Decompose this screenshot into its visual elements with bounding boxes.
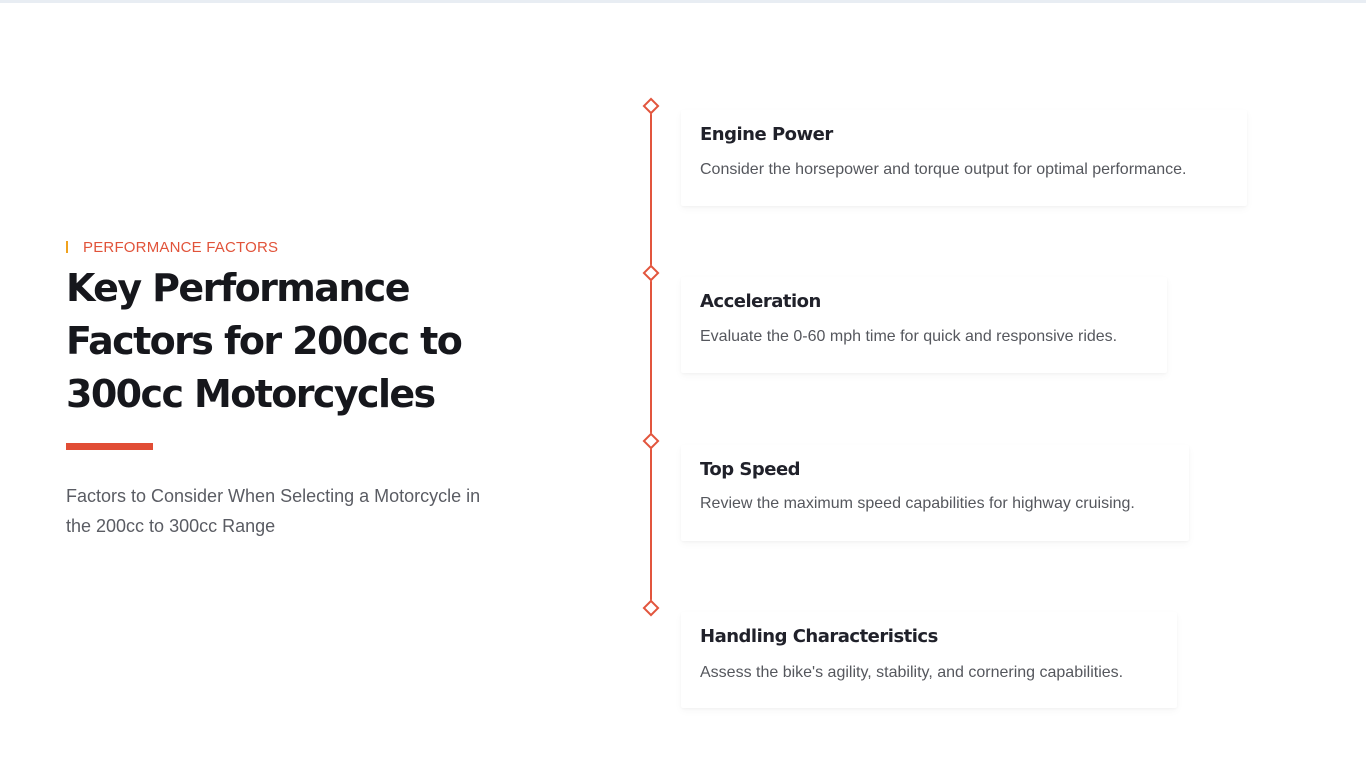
eyebrow-accent-bar bbox=[66, 241, 68, 253]
feature-description: Review the maximum speed capabilities for highway cruising. bbox=[700, 495, 1135, 512]
feature-description: Evaluate the 0-60 mph time for quick and responsive rides. bbox=[700, 328, 1118, 345]
feature-description: Consider the horsepower and torque output for optimal performance. bbox=[700, 161, 1187, 178]
top-divider bbox=[0, 0, 1366, 3]
feature-title: Acceleration bbox=[700, 291, 821, 312]
title-underline bbox=[66, 443, 153, 450]
feature-item-acceleration bbox=[681, 277, 1167, 373]
feature-title: Handling Characteristics bbox=[700, 626, 938, 647]
timeline-line bbox=[650, 108, 652, 608]
page-title: Key Performance Factors for 200cc to 300cc Motorcycles bbox=[66, 266, 462, 416]
feature-item-engine-power bbox=[681, 110, 1247, 206]
timeline-node-diamond-icon bbox=[643, 433, 660, 450]
section-subtitle: Factors to Consider When Selecting a Motorcycle in the 200cc to 300cc Range bbox=[66, 486, 481, 536]
timeline-node-diamond-icon bbox=[643, 600, 660, 617]
feature-item-handling-characteristics bbox=[681, 612, 1177, 708]
feature-description: Assess the bike's agility, stability, and cornering capabilities. bbox=[700, 664, 1124, 681]
section-eyebrow bbox=[66, 238, 278, 256]
eyebrow-label: PERFORMANCE FACTORS bbox=[83, 238, 279, 256]
feature-title: Engine Power bbox=[700, 124, 833, 145]
timeline-node-diamond-icon bbox=[643, 265, 660, 282]
feature-item-top-speed bbox=[681, 445, 1189, 541]
feature-title: Top Speed bbox=[700, 459, 801, 480]
timeline-node-diamond-icon bbox=[643, 98, 660, 115]
